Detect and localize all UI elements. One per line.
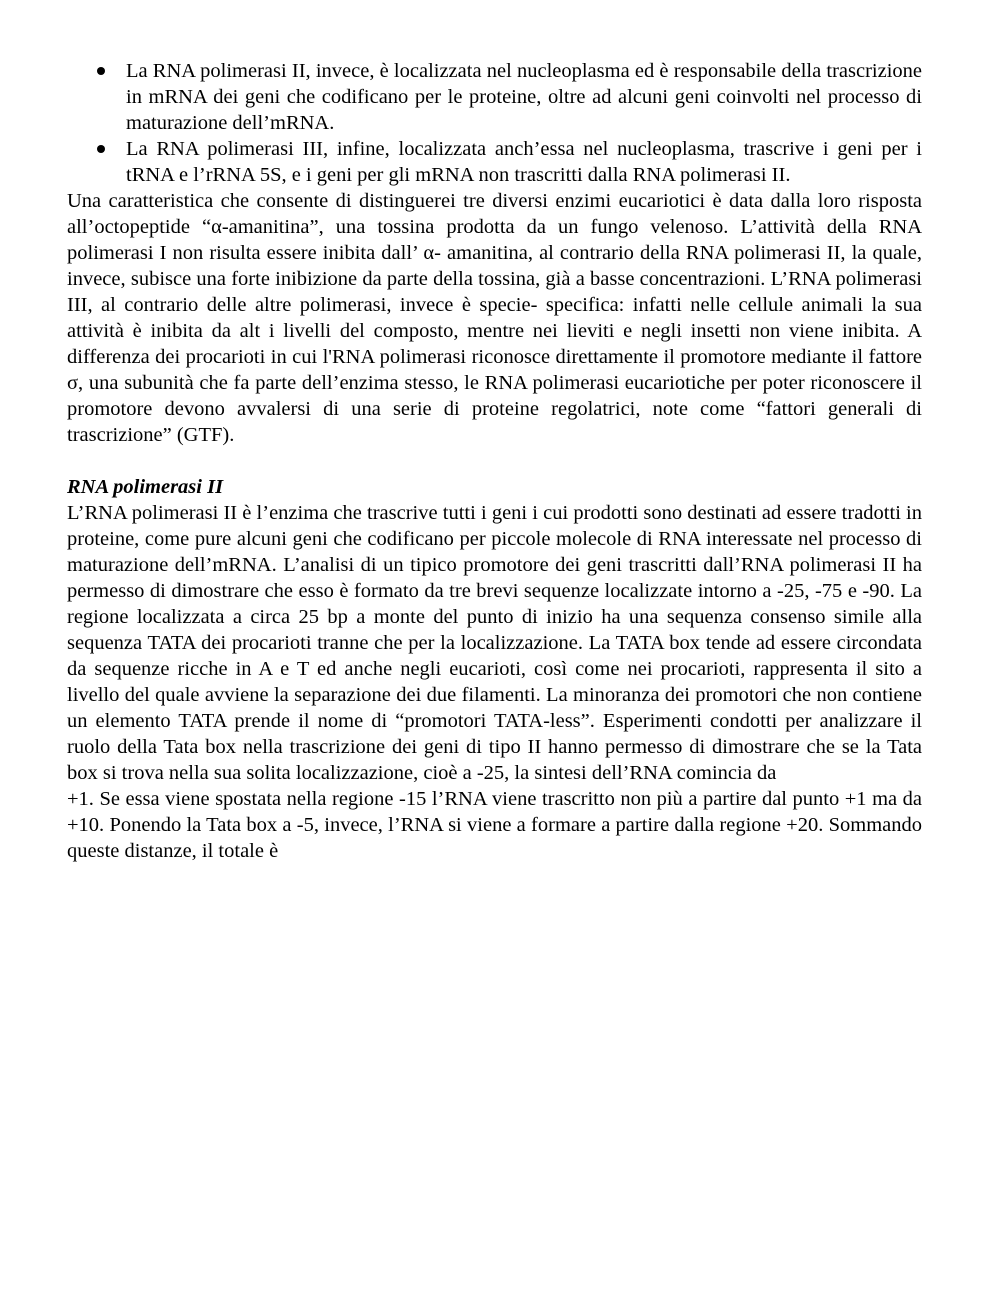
list-item	[67, 58, 922, 136]
paragraph-gap	[67, 448, 922, 474]
document-page	[67, 58, 922, 864]
paragraph-polimerasi-ii: L’RNA polimerasi II è l’enzima che trascrive tutti i geni i cui prodotti sono destinati ad essere tradotti in proteine, come pure alcuni geni che codificano per piccole molecole di RNA interessate nel processo di maturazione dell’mRNA. L’analisi di un tipico promotore dei geni trascritti dall’RNA polimerasi II ha permesso di dimostrare che esso è formato da tre brevi sequenze localizzate intorno a -25, -75 e -90. La regione localizzata a circa 25 bp a monte del punto di inizio ha una sequenza consenso simile alla sequenza TATA dei procarioti tranne che per la localizzazione. La TATA box tende ad essere circondata da sequenze ricche in A e T ed anche negli eucarioti, così come nei procarioti, rappresenta il sito a livello del quale avviene la separazione dei due filamenti. La minoranza dei promotori che non contiene un elemento TATA prende il nome di “promotori TATA-less”. Esperimenti condotti per analizzare il ruolo della Tata box nella trascrizione dei geni di tipo II hanno permesso di dimostrare che se la Tata box si trova nella sua solita localizzazione, cioè a -25, la sintesi dell’RNA comincia da	[67, 502, 922, 784]
list-item-text: La RNA polimerasi III, infine, localizzata anch’essa nel nucleoplasma, trascrive i geni per i tRNA e l’rRNA 5S, e i geni per gli mRNA non trascritti dalla RNA polimerasi II.	[126, 138, 922, 186]
bullet-icon	[97, 145, 105, 153]
paragraph-amanitina: Una caratteristica che consente di distinguerei tre diversi enzimi eucariotici è data dalla loro risposta all’octopeptide “α-amanitina”, una tossina prodotta da un fungo velenoso. L’attività della RNA polimerasi I non risulta essere inibita dall’ α- amanitina, al contrario della RNA polimerasi II, la quale, invece, subisce una forte inibizione da parte della tossina, già a basse concentrazioni. L’RNA polimerasi III, al contrario delle altre polimerasi, invece è specie- specifica: infatti nelle cellule animali la sua attività è inibita da alt i livelli del composto, mentre nei lieviti e negli insetti non viene inibita. A differenza dei procarioti in cui l'RNA polimerasi riconosce direttamente il promotore mediante il fattore σ, una subunità che fa parte dell’enzima stesso, le RNA polimerasi eucariotiche per poter riconoscere il promotore devono avvalersi di una serie di proteine regolatrici, note come “fattori generali di trascrizione” (GTF).	[67, 190, 922, 446]
bullet-icon	[97, 67, 105, 75]
paragraph-tata-box: +1. Se essa viene spostata nella regione -15 l’RNA viene trascritto non più a partire dal punto +1 ma da +10. Ponendo la Tata box a -5, invece, l’RNA si viene a formare a partire dalla regione +20. Sommando queste distanze, il totale è	[67, 788, 922, 862]
list-item	[67, 136, 922, 188]
list-item-text: La RNA polimerasi II, invece, è localizzata nel nucleoplasma ed è responsabile della trascrizione in mRNA dei geni che codificano per le proteine, oltre ad alcuni geni coinvolti nel processo di maturazione dell’mRNA.	[126, 60, 922, 134]
bullet-list	[67, 58, 922, 188]
section-heading: RNA polimerasi II	[67, 476, 224, 498]
